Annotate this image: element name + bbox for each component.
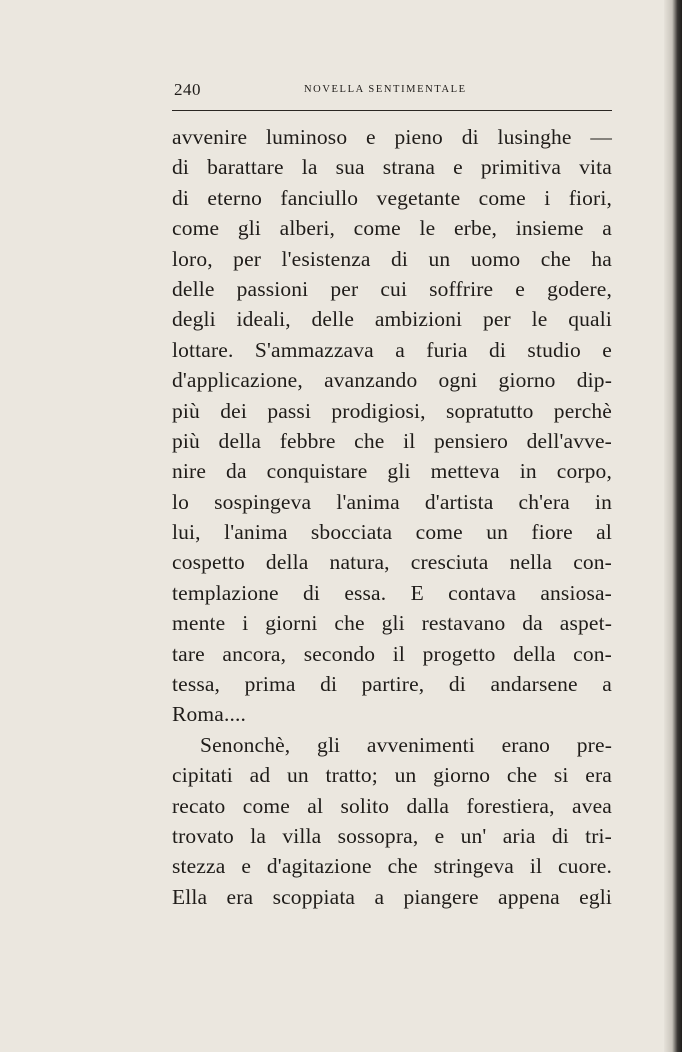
- body-text: [172, 122, 612, 912]
- text-line: cipitati ad un tratto; un giorno che si era: [172, 763, 612, 788]
- text-line: recato come al solito dalla forestiera, avea: [172, 793, 612, 818]
- text-line: più dei passi prodigiosi, sopratutto perchè: [172, 398, 612, 423]
- text-line: Roma....: [172, 702, 247, 727]
- page-header: [170, 80, 610, 104]
- text-line: d'applicazione, avanzando ogni giorno dip-: [172, 368, 612, 393]
- running-title: NOVELLA SENTIMENTALE: [304, 84, 467, 95]
- text-line: più della febbre che il pensiero dell'avve-: [172, 428, 612, 453]
- page-number: 240: [174, 80, 201, 99]
- text-line: Senonchè, gli avvenimenti erano pre-: [200, 732, 612, 757]
- text-line: stezza e d'agitazione che stringeva il cuore.: [172, 854, 612, 879]
- text-line: di barattare la sua strana e primitiva vita: [172, 155, 612, 180]
- text-line: Ella era scoppiata a piangere appena egli: [172, 884, 612, 909]
- text-line: mente i giorni che gli restavano da aspet-: [172, 611, 612, 636]
- text-line: nire da conquistare gli metteva in corpo,: [172, 459, 612, 484]
- header-rule: [172, 110, 612, 111]
- page-edge-shadow: [664, 0, 682, 1052]
- text-line: cospetto della natura, cresciuta nella con-: [172, 550, 612, 575]
- text-line: degli ideali, delle ambizioni per le quali: [172, 307, 612, 332]
- text-line: tessa, prima di partire, di andarsene a: [172, 672, 612, 697]
- text-line: trovato la villa sossopra, e un' aria di tri-: [172, 823, 612, 848]
- text-line: avvenire luminoso e pieno di lusinghe —: [172, 125, 612, 149]
- text-line: lottare. S'ammazzava a furia di studio e: [172, 337, 612, 362]
- text-line: lo sospingeva l'anima d'artista ch'era in: [172, 489, 612, 514]
- text-line: lui, l'anima sbocciata come un fiore al: [172, 520, 612, 545]
- text-line: templazione di essa. E contava ansiosa-: [172, 580, 612, 605]
- text-line: come gli alberi, come le erbe, insieme a: [172, 216, 612, 241]
- text-line: di eterno fanciullo vegetante come i fiori,: [172, 185, 612, 210]
- text-line: tare ancora, secondo il progetto della con-: [172, 641, 612, 666]
- text-line: delle passioni per cui soffrire e godere,: [172, 276, 612, 301]
- text-line: loro, per l'esistenza di un uomo che ha: [172, 246, 612, 271]
